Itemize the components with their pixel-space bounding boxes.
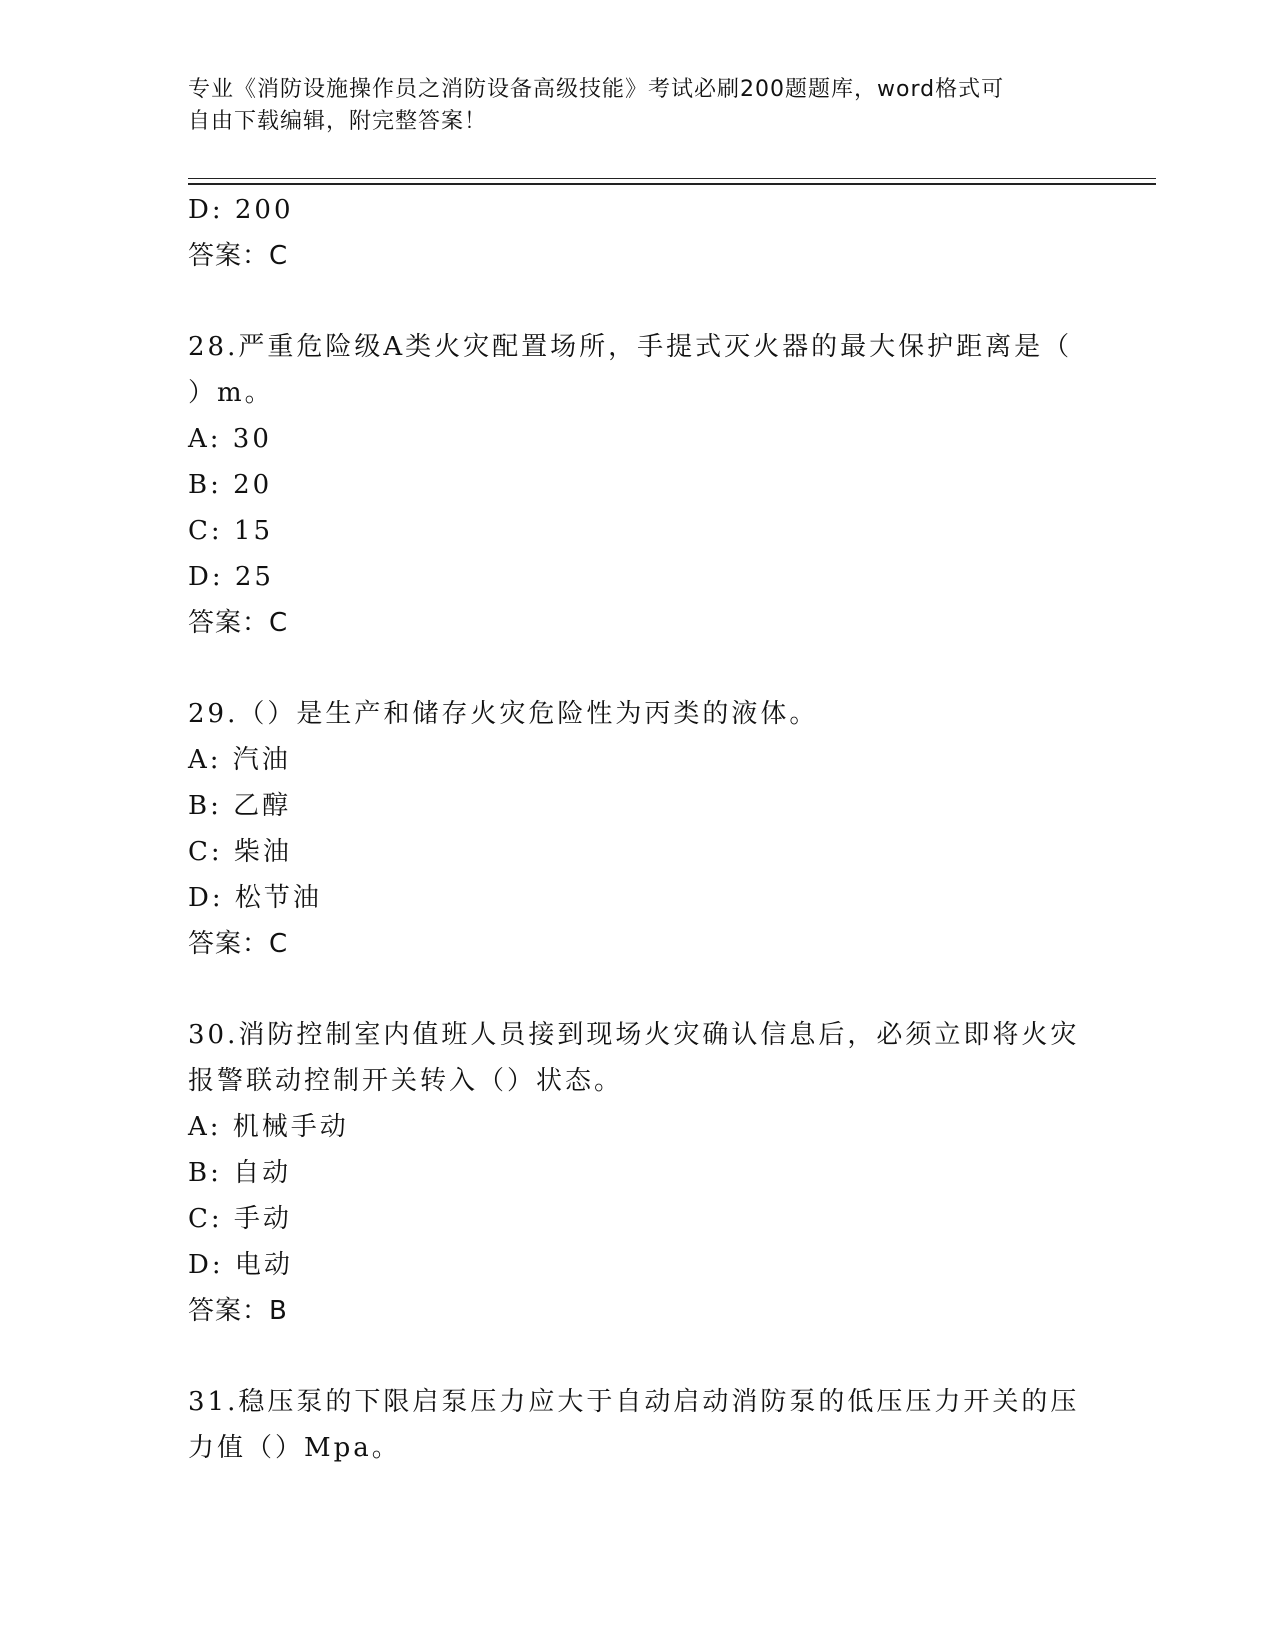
option-d: D: 200 (188, 195, 294, 225)
question-stem-continued: 报警联动控制开关转入（）状态。 (188, 1066, 624, 1096)
header-divider-thick (188, 183, 1156, 185)
question-stem: 31.稳压泵的下限启泵压力应大于自动启动消防泵的低压压力开关的压 (188, 1387, 1080, 1417)
option-b: B: 乙醇 (188, 791, 292, 821)
header-line-2: 自由下载编辑，附完整答案！ (188, 109, 488, 134)
option-d: D: 松节油 (188, 883, 322, 913)
document-header (188, 74, 1068, 138)
option-d: D: 25 (188, 562, 274, 592)
option-a: A: 汽油 (188, 745, 291, 775)
option-d: D: 电动 (188, 1250, 293, 1280)
answer-line: 答案：C (188, 608, 289, 638)
option-a: A: 30 (188, 424, 272, 454)
option-b: B: 自动 (188, 1158, 292, 1188)
header-divider-thin (188, 178, 1156, 179)
question-29 (188, 691, 1088, 967)
answer-line: 答案：B (188, 1296, 288, 1326)
question-stem: 30.消防控制室内值班人员接到现场火灾确认信息后，必须立即将火灾 (188, 1020, 1080, 1050)
question-stem: 29.（）是生产和储存火灾危险性为丙类的液体。 (188, 699, 819, 729)
option-c: C: 柴油 (188, 837, 292, 867)
question-31 (188, 1379, 1088, 1471)
answer-line: 答案：C (188, 929, 289, 959)
option-c: C: 手动 (188, 1204, 292, 1234)
question-list (188, 187, 1088, 1471)
header-line-1: 专业《消防设施操作员之消防设备高级技能》考试必刷200题题库，word格式可 (188, 77, 1005, 102)
option-b: B: 20 (188, 470, 273, 500)
question-stem-continued: ）m。 (188, 378, 274, 408)
answer-line: 答案：C (188, 241, 289, 271)
question-stem: 28.严重危险级A类火灾配置场所，手提式灭火器的最大保护距离是（ (188, 332, 1073, 362)
question-28 (188, 324, 1088, 646)
question-30 (188, 1012, 1088, 1334)
option-c: C: 15 (188, 516, 274, 546)
option-a: A: 机械手动 (188, 1112, 349, 1142)
question-stem-continued: 力值（）Mpa。 (188, 1433, 401, 1463)
